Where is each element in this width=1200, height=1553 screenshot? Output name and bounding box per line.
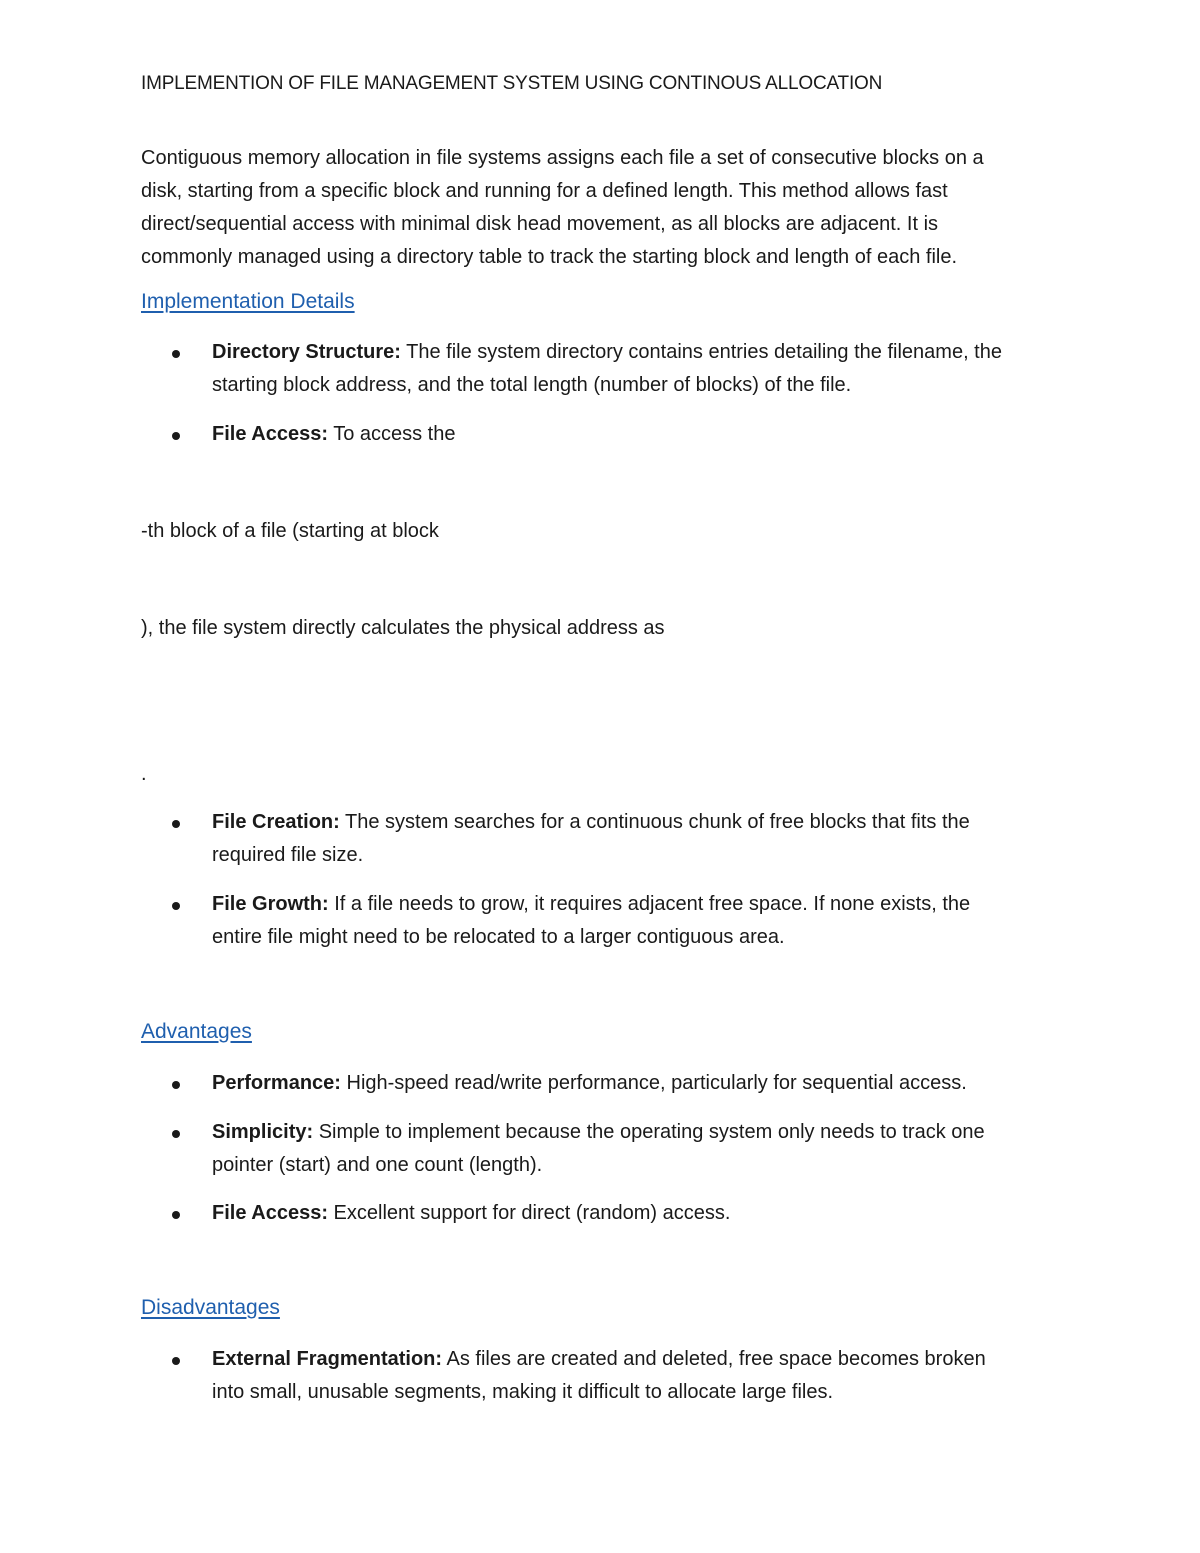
document-title: IMPLEMENTION OF FILE MANAGEMENT SYSTEM USING CONTINOUS ALLOCATION [141,73,883,94]
bullet-file-access-advantage [212,1197,1092,1230]
bullet-label: File Access: [212,423,328,445]
bullet-file-access [212,418,1092,451]
bullet-label: Simplicity: [212,1121,314,1143]
bullet-label: File Access: [212,1202,328,1224]
intro-paragraph [141,142,1066,274]
bullet-file-growth [212,888,1092,954]
bullet-body: As files are created and deleted, free space becomes broken [442,1348,986,1370]
bullet-body: The system searches for a continuous chunk of free blocks that fits the [339,811,970,833]
bullet-icon [172,1211,180,1219]
bullet-label: File Growth: [212,893,329,915]
bullet-icon [172,1081,180,1089]
bullet-label: File Creation: [212,811,340,833]
intro-line: Contiguous memory allocation in file systems assigns each file a set of consecutive blocks on a [141,147,984,169]
advantages-heading[interactable]: Advantages [141,1020,252,1043]
fragment-text: ), the file system directly calculates the physical address as [141,617,665,639]
implementation-heading[interactable]: Implementation Details [141,290,355,313]
bullet-icon [172,350,180,358]
bullet-file-creation [212,806,1092,872]
intro-line: disk, starting from a specific block and running for a defined length. This method allows fast [141,180,948,202]
bullet-simplicity [212,1116,1092,1182]
intro-line: commonly managed using a directory table to track the starting block and length of each file. [141,246,958,268]
bullet-label: Performance: [212,1072,341,1094]
bullet-icon [172,1357,180,1365]
bullet-body: If a file needs to grow, it requires adjacent free space. If none exists, the [328,893,971,915]
bullet-body-cont: starting block address, and the total length (number of blocks) of the file. [212,374,852,396]
intro-line: direct/sequential access with minimal disk head movement, as all blocks are adjacent. It is [141,213,939,235]
bullet-body-cont: required file size. [212,844,364,866]
bullet-body: Simple to implement because the operating system only needs to track one [313,1121,985,1143]
fragment-text: -th block of a file (starting at block [141,520,439,542]
bullet-body-cont: into small, unusable segments, making it difficult to allocate large files. [212,1381,834,1403]
bullet-body: To access the [328,423,456,445]
bullet-icon [172,1130,180,1138]
bullet-body: Excellent support for direct (random) access. [328,1202,731,1224]
bullet-icon [172,902,180,910]
bullet-label: External Fragmentation: [212,1348,443,1370]
bullet-performance [212,1067,1092,1100]
bullet-directory-structure [212,336,1092,402]
disadvantages-heading[interactable]: Disadvantages [141,1296,280,1319]
bullet-body-cont: pointer (start) and one count (length). [212,1154,543,1176]
bullet-body-cont: entire file might need to be relocated to a larger contiguous area. [212,926,785,948]
fragment-text: . [141,763,147,785]
bullet-body: The file system directory contains entries detailing the filename, the [400,341,1002,363]
bullet-external-fragmentation [212,1343,1092,1409]
bullet-body: High-speed read/write performance, particularly for sequential access. [340,1072,967,1094]
bullet-icon [172,432,180,440]
bullet-label: Directory Structure: [212,341,401,363]
bullet-icon [172,820,180,828]
